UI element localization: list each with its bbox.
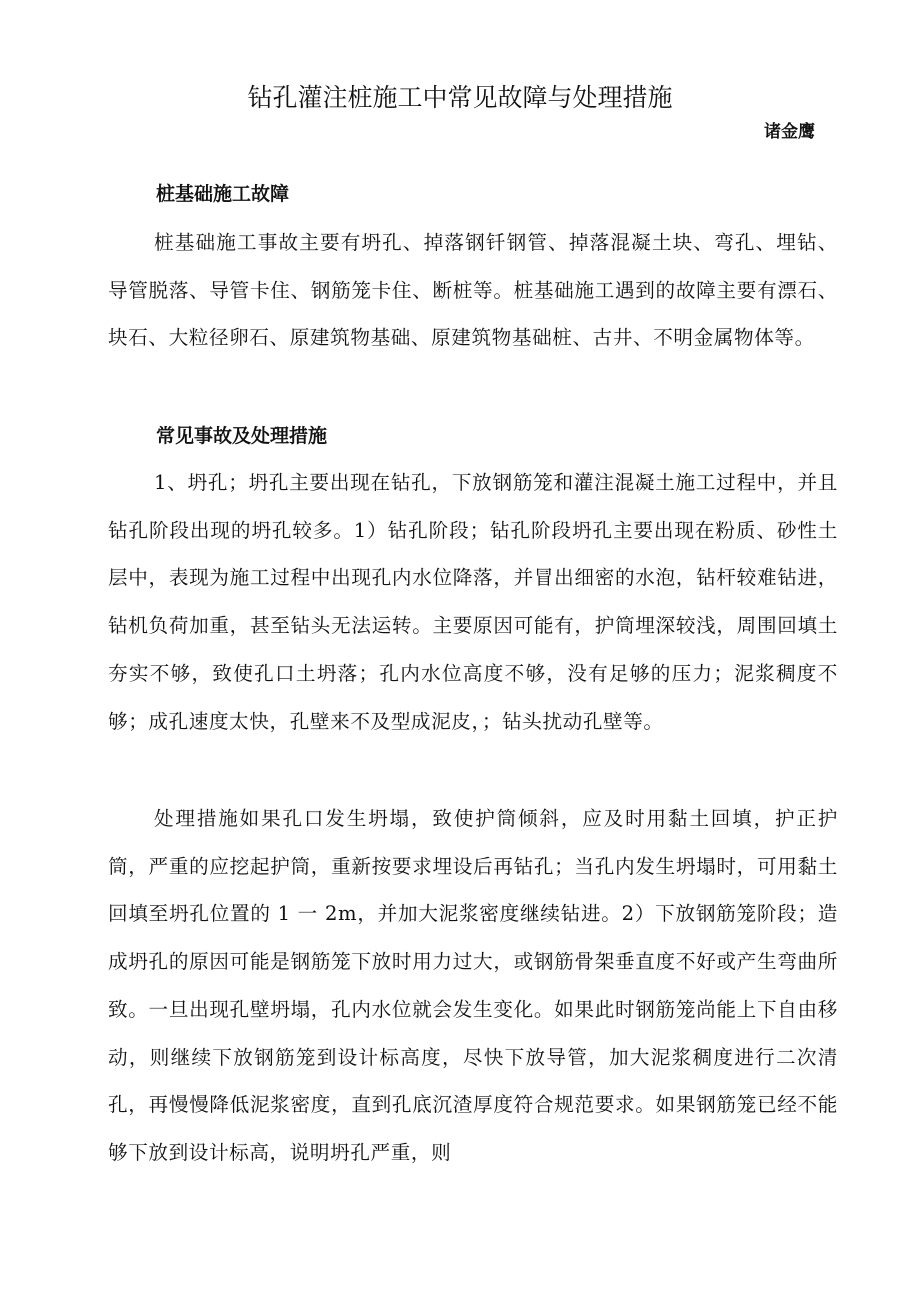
paragraph-construction-faults: 桩基础施工事故主要有坍孔、掉落钢钎钢管、掉落混凝土块、弯孔、埋钻、导管脱落、导管卡住、钢筋笼卡住、断桩等。桩基础施工遇到的故障主要有漂石、块石、大粒径卵石、原建筑物基础、原建筑物基础桩、古井、不明金属物体等。 — [108, 231, 838, 350]
section-heading-construction-faults: 桩基础施工故障 — [156, 183, 290, 205]
paragraph-treatment-measures: 处理措施如果孔口发生坍塌，致使护筒倾斜，应及时用黏土回填，护正护筒，严重的应挖起护筒，重新按要求埋设后再钻孔；当孔内发生坍塌时，可用黏土回填至坍孔位置的 1 一 2m，并加大泥浆密度继续钻进。2）下放钢筋笼阶段；造成坍孔的原因可能是钢筋笼下放时用力过大，或钢筋骨架垂直度不好或产生弯曲所致。一旦出现孔壁坍塌，孔内水位就会发生变化。如果此时钢筋笼尚能上下自由移动，则继续下放钢筋笼到设计标高度，尽快下放导管，加大泥浆稠度进行二次清孔，再慢慢降低泥浆密度，直到孔底沉渣厚度符合规范要求。如果钢筋笼已经不能够下放到设计标高，说明坍孔严重，则 — [108, 807, 838, 1164]
section-heading-common-accidents: 常见事故及处理措施 — [156, 425, 328, 447]
paragraph-hole-collapse: 1、坍孔；坍孔主要出现在钻孔，下放钢筋笼和灌注混凝土施工过程中，并且钻孔阶段出现的坍孔较多。1）钻孔阶段；钻孔阶段坍孔主要出现在粉质、砂性土层中，表现为施工过程中出现孔内水位降落，并冒出细密的水泡，钻杆较难钻进，钻机负荷加重，甚至钻头无法运转。主要原因可能有，护筒埋深较浅，周围回填土夯实不够，致使孔口土坍落；孔内水位高度不够，没有足够的压力；泥浆稠度不够；成孔速度太快，孔壁来不及型成泥皮，；钻头扰动孔壁等。 — [108, 471, 838, 733]
author-name: 诸金鹰 — [764, 122, 815, 142]
document-title: 钻孔灌注桩施工中常见故障与处理措施 — [247, 83, 673, 112]
